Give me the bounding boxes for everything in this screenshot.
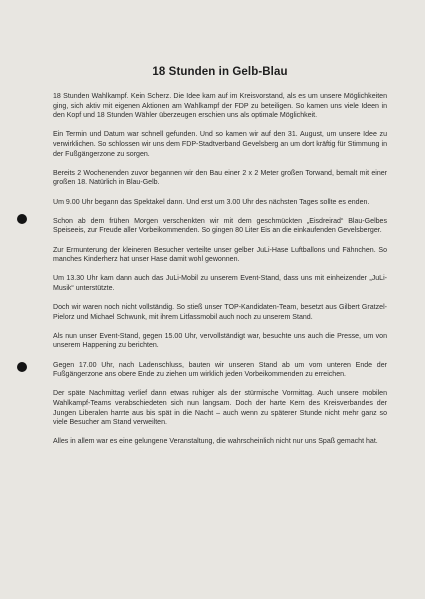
- paragraph: Um 9.00 Uhr begann das Spektakel dann. Und erst um 3.00 Uhr des nächsten Tages sollte es enden.: [53, 198, 370, 206]
- paragraph: Um 13.30 Uhr kam dann auch das JuLi-Mobil zu unserem Event-Stand, dass uns mit einheizender „JuLi-Musik“ unterstützte.: [53, 275, 387, 292]
- paragraph: 18 Stunden Wahlkampf. Kein Scherz. Die Idee kam auf im Kreisvorstand, als es um unsere Möglichkeiten ging, sich aktiv mit eigenen Aktionen am Wahlkampf der FDP zu beteiligen. So kamen uns viele Ideen in den Kopf und 18 Stunden Wähler überzeugen erschien uns als optimale Möglichkeit.: [53, 93, 387, 120]
- paragraph: Doch wir waren noch nicht vollständig. So stieß unser TOP-Kandidaten-Team, besetzt aus Gilbert Gratzel-Pielorz und Michael Schwunk, mit ihrem Litfassmobil auch noch zu unserem Stand.: [53, 304, 387, 321]
- punch-hole: [17, 362, 27, 372]
- punch-hole: [17, 214, 27, 224]
- paragraph: Als nun unser Event-Stand, gegen 15.00 Uhr, vervollständigt war, besuchte uns auch die Presse, um von unserem Happening zu berichten.: [53, 332, 387, 350]
- paragraph: Alles in allem war es eine gelungene Veranstaltung, die wahrscheinlich nicht nur uns Spaß gemacht hat.: [53, 438, 378, 446]
- paragraph: Bereits 2 Wochenenden zuvor begannen wir den Bau einer 2 x 2 Meter großen Torwand, bemalt mit einer großen 18. Natürlich in Blau-Gelb.: [53, 169, 387, 187]
- paragraph: Der späte Nachmittag verlief dann etwas ruhiger als der stürmische Vormittag. Auch unsere mobilen Wahlkampf-Teams verabschiedeten sich nun langsam. Doch der harte Kern des Kreisverbandes der Jungen Liberalen harrte aus bis spät in die Nacht – auch wenn zu späterer Stunde nicht mehr ganz so viele Besucher am Stand verweilten.: [53, 390, 387, 427]
- paragraph: Gegen 17.00 Uhr, nach Ladenschluss, bauten wir unseren Stand ab um vom unteren Ende der Fußgängerzone ans obere Ende zu ziehen um wirklich jeden Vorbeikommenden zu erreichen.: [53, 361, 387, 379]
- article-title: 18 Stunden in Gelb-Blau: [152, 66, 288, 78]
- paragraph: Ein Termin und Datum war schnell gefunden. Und so kamen wir auf den 31. August, um unsere Idee zu verwirklichen. So schlossen wir uns dem FDP-Stadtverband Gevelsberg an um dort kräftig für Stimmung in der Fußgängerzone zu sorgen.: [53, 131, 387, 158]
- article: [53, 66, 387, 457]
- paragraph: Schon ab dem frühen Morgen verschenkten wir mit dem geschmückten „Eisdreirad“ Blau-Gelbes Speiseeis, zur Freude aller Vorbeikommenden. So gingen 80 Liter Eis an die einkaufenden Gevelsberger.: [53, 217, 387, 235]
- paragraph: Zur Ermunterung der kleineren Besucher verteilte unser gelber JuLi-Hase Luftballons und Fähnchen. So manches Kinderherz hat unser Hase damit wohl gewonnen.: [53, 246, 387, 264]
